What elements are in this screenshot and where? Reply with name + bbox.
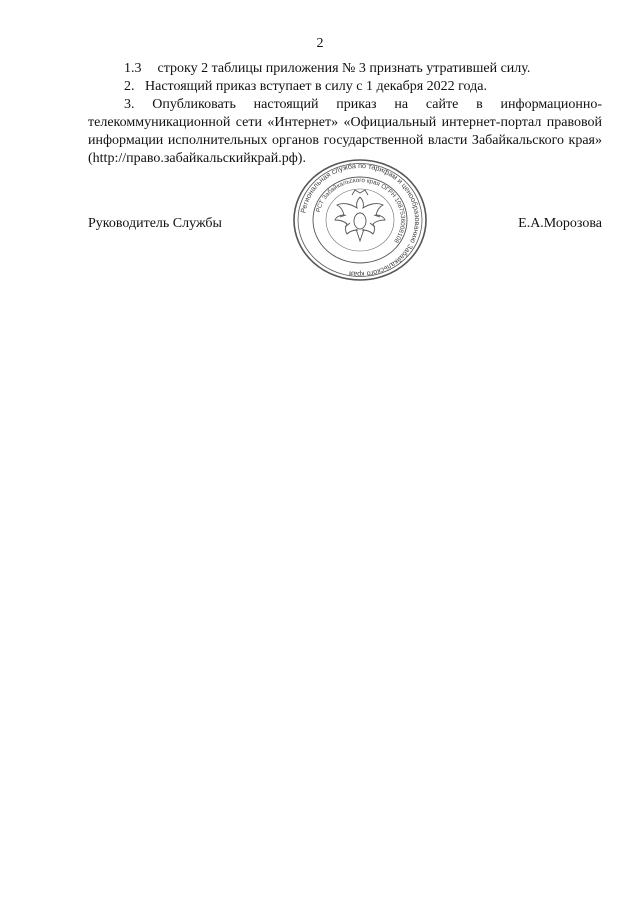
item-1-3-number: 1.3 (124, 61, 142, 76)
signatory-position: Руководитель Службы (88, 216, 222, 231)
signatory-name: Е.А.Морозова (518, 216, 602, 231)
official-seal-stamp (290, 157, 430, 283)
paragraph-item-2: 2. Настоящий приказ вступает в силу с 1 декабря 2022 года. (124, 79, 487, 94)
seal-outer-text: Региональная служба по тарифам и ценообразованию Забайкальского края (298, 160, 423, 280)
item-1-3-text: строку 2 таблицы приложения № 3 признать утратившей силу. (157, 61, 531, 76)
item-3-text: 3. Опубликовать настоящий приказ на сайте в информационно-телекоммуникационной сети «Интернет» «Официальный интернет-портал правовой информации исполнительных органов государственной власти Забайкальского края» (http://право.забайкальскийкрай.рф). (88, 97, 602, 166)
page-number: 2 (316, 36, 324, 51)
paragraph-item-1-3 (124, 60, 530, 78)
seal-inner-text: РСТ Забайкальского края ОГРН 1087536008108 (314, 176, 407, 245)
eagle-emblem-icon (335, 190, 385, 241)
